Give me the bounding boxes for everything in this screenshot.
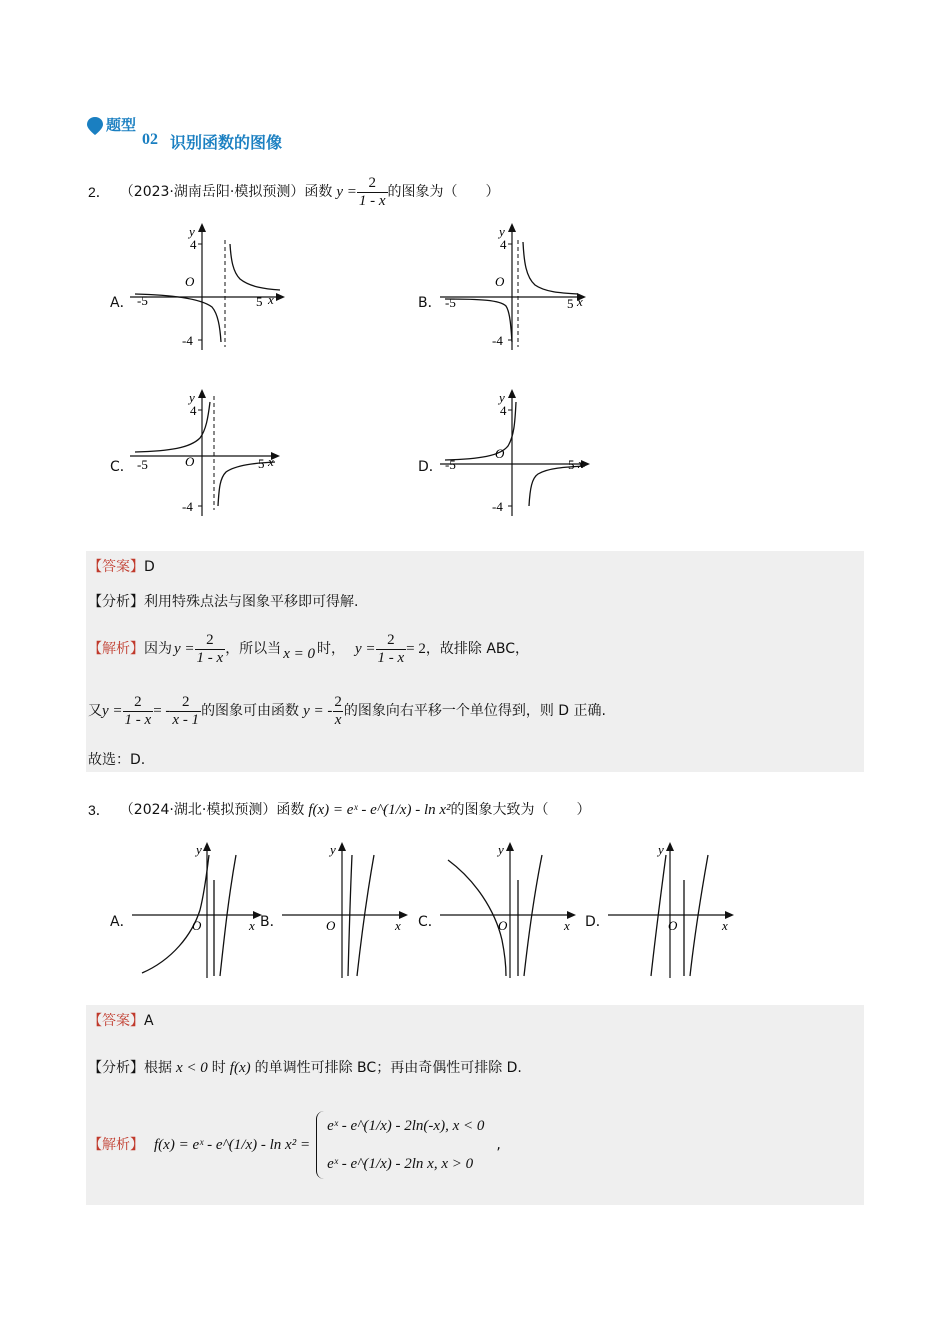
q3-case-negative: eˣ - e^(1/x) - 2ln(-x), x < 0 <box>327 1118 485 1134</box>
q2-number: 2． <box>88 184 110 200</box>
q2-graph-c <box>130 388 290 518</box>
q2-b-x-label: x <box>577 294 583 309</box>
q2-d-neg-four: -4 <box>492 499 503 514</box>
section-title: 识别函数的图像 <box>170 133 283 152</box>
q3-answer-line <box>88 1011 154 1031</box>
q3-b-y-label: y <box>330 842 336 857</box>
q2-d-y-label: y <box>499 390 505 405</box>
q2-answer-label: 【答案】 <box>88 559 144 575</box>
q2-a-x-label: x <box>268 292 274 307</box>
q2-sol2-b: 的图象可由函数 <box>201 703 300 719</box>
q2-a-y-label: y <box>189 224 195 239</box>
q3-c-y-label: y <box>498 842 504 857</box>
q2-graph-b <box>440 222 600 352</box>
q2-solution-label: 【解析】 <box>88 641 144 657</box>
q2-analysis-label: 【分析】 <box>88 594 144 610</box>
q2-sol1-a: 因为 <box>144 641 172 657</box>
q2-sol1-d: ，故排除 ABC， <box>425 641 530 657</box>
q2-analysis-line <box>88 592 358 612</box>
q2-b-neg-four: -4 <box>492 333 503 348</box>
q3-solution <box>88 1105 501 1185</box>
q2-c-four: 4 <box>190 403 197 418</box>
q3-answer-label: 【答案】 <box>88 1013 144 1029</box>
q2-a-origin: O <box>185 274 195 289</box>
q3-option-b-label: B． <box>260 914 284 930</box>
q3-a-x-label: x <box>249 918 255 933</box>
q3-analysis-line <box>88 1048 522 1088</box>
q2-c-y-label: y <box>189 390 195 405</box>
q3-analysis-label: 【分析】 <box>88 1060 144 1076</box>
q3-a-origin: O <box>192 918 202 933</box>
q2-stem <box>88 172 500 212</box>
q3-graph-d <box>608 840 743 980</box>
q3-b-x-label: x <box>395 918 401 933</box>
q3-stem-tail: 的图象大致为（ ） <box>450 802 591 818</box>
q2-d-x-label: x <box>578 456 584 471</box>
q2-sol2-eq: = - <box>153 703 171 719</box>
q2-conclusion: 故选：D. <box>88 752 146 768</box>
location-pin-icon <box>86 116 104 136</box>
q3-function: f(x) = eˣ - e^(1/x) - ln x² <box>308 802 451 818</box>
q2-sol1-cond: x = 0 <box>283 646 315 662</box>
q3-option-d-label: D． <box>585 914 610 930</box>
q3-graph-b <box>282 840 412 980</box>
q2-sol1-frac2: $\frac{2}{1 - x}$ <box>377 631 405 666</box>
q3-piecewise-brace <box>316 1111 325 1179</box>
q2-sol2-c: 的图象向右平移一个单位得到，则 D 正确. <box>343 703 606 719</box>
q2-option-b-label: B． <box>418 295 442 311</box>
section-tag: 题型 <box>106 116 137 134</box>
q3-analysis-func: f(x) <box>229 1060 251 1076</box>
q2-sol2-a: 又 <box>88 703 102 719</box>
q2-source: （2023·湖南岳阳·模拟预测）函数 <box>119 184 333 200</box>
q2-sol1-frac: $\frac{2}{1 - x}$ <box>196 631 224 666</box>
q2-answer-value: D <box>144 559 155 575</box>
q3-answer-value: A <box>144 1013 154 1029</box>
q2-stem-tail: 的图象为（ ） <box>387 184 500 200</box>
q3-d-x-label: x <box>722 918 728 933</box>
q2-analysis-text: 利用特殊点法与图象平移即可得解. <box>144 594 359 610</box>
q2-sol1-lhs2: y = <box>354 641 376 657</box>
q2-sol1-b: ，所以当 <box>225 641 282 657</box>
q3-option-c-label: C． <box>418 914 442 930</box>
q3-a-y-label: y <box>196 842 202 857</box>
q2-formula-frac: $\frac{2}{1 - x}$ <box>358 174 386 209</box>
q3-analysis-b: 时 <box>211 1060 226 1076</box>
q2-b-neg-five: -5 <box>445 295 456 310</box>
q2-sol2-frac3: $\frac{2}{x}$ <box>334 693 342 728</box>
section-number: 02 <box>142 131 158 148</box>
q2-b-five: 5 <box>567 296 574 311</box>
q2-c-neg-four: -4 <box>182 499 193 514</box>
q2-sol2-frac2: $\frac{2}{x - 1}$ <box>172 693 200 728</box>
q2-solution-line2 <box>88 689 606 733</box>
q2-b-origin: O <box>495 274 505 289</box>
q3-case-positive: eˣ - e^(1/x) - 2ln x, x > 0 <box>327 1156 474 1172</box>
q3-graph-a <box>132 840 267 980</box>
q3-c-x-label: x <box>564 918 570 933</box>
q2-a-neg-four: -4 <box>182 333 193 348</box>
q2-d-five: 5 <box>568 457 575 472</box>
q3-analysis-c: 的单调性可排除 BC；再由奇偶性可排除 D. <box>254 1060 522 1076</box>
q3-analysis-a: 根据 <box>144 1060 172 1076</box>
q2-b-y-label: y <box>499 224 505 239</box>
q2-sol1-lhs: y = <box>174 641 195 657</box>
q2-graph-a <box>130 222 290 352</box>
q2-formula-lhs: y = <box>336 184 357 200</box>
q2-c-origin: O <box>185 454 195 469</box>
q2-sol2-frac1: $\frac{2}{1 - x}$ <box>124 693 152 728</box>
q2-sol2-lhs: y = <box>102 703 123 719</box>
q2-c-x-label: x <box>268 454 274 469</box>
q3-piecewise-cases <box>327 1116 484 1174</box>
q2-option-c-label: C． <box>110 459 134 475</box>
q2-option-d-label: D． <box>418 459 443 475</box>
q2-a-five: 5 <box>256 294 263 309</box>
q3-analysis-cond: x < 0 <box>176 1060 208 1076</box>
q2-sol1-val: = 2 <box>406 641 426 657</box>
q2-sol1-c: 时， <box>316 641 345 657</box>
q2-a-four: 4 <box>190 237 197 252</box>
q3-b-origin: O <box>326 918 336 933</box>
q2-d-neg-five: -5 <box>445 457 456 472</box>
q3-solution-end: , <box>496 1137 501 1153</box>
q3-c-origin: O <box>498 918 508 933</box>
q2-c-neg-five: -5 <box>137 457 148 472</box>
q3-stem <box>88 790 591 830</box>
q2-a-neg-five: -5 <box>137 293 148 308</box>
q3-option-a-label: A． <box>110 914 134 930</box>
q2-b-four: 4 <box>500 237 507 252</box>
q3-solution-lhs: f(x) = eˣ - e^(1/x) - ln x² = <box>154 1137 311 1153</box>
section-heading <box>86 113 386 153</box>
q2-graph-d <box>440 388 600 518</box>
q2-option-a-label: A． <box>110 295 134 311</box>
q3-solution-label: 【解析】 <box>88 1137 144 1153</box>
q3-d-y-label: y <box>658 842 664 857</box>
q3-d-origin: O <box>668 918 678 933</box>
q2-d-four: 4 <box>500 403 507 418</box>
q2-d-origin: O <box>495 446 505 461</box>
q2-answer-line <box>88 557 155 577</box>
q2-sol2-func: y = - <box>303 703 333 719</box>
q3-number: 3． <box>88 802 110 818</box>
q2-solution-line1 <box>88 627 529 671</box>
q3-source: （2024·湖北·模拟预测）函数 <box>119 802 305 818</box>
q2-c-five: 5 <box>258 456 265 471</box>
q3-graph-c <box>440 840 580 980</box>
